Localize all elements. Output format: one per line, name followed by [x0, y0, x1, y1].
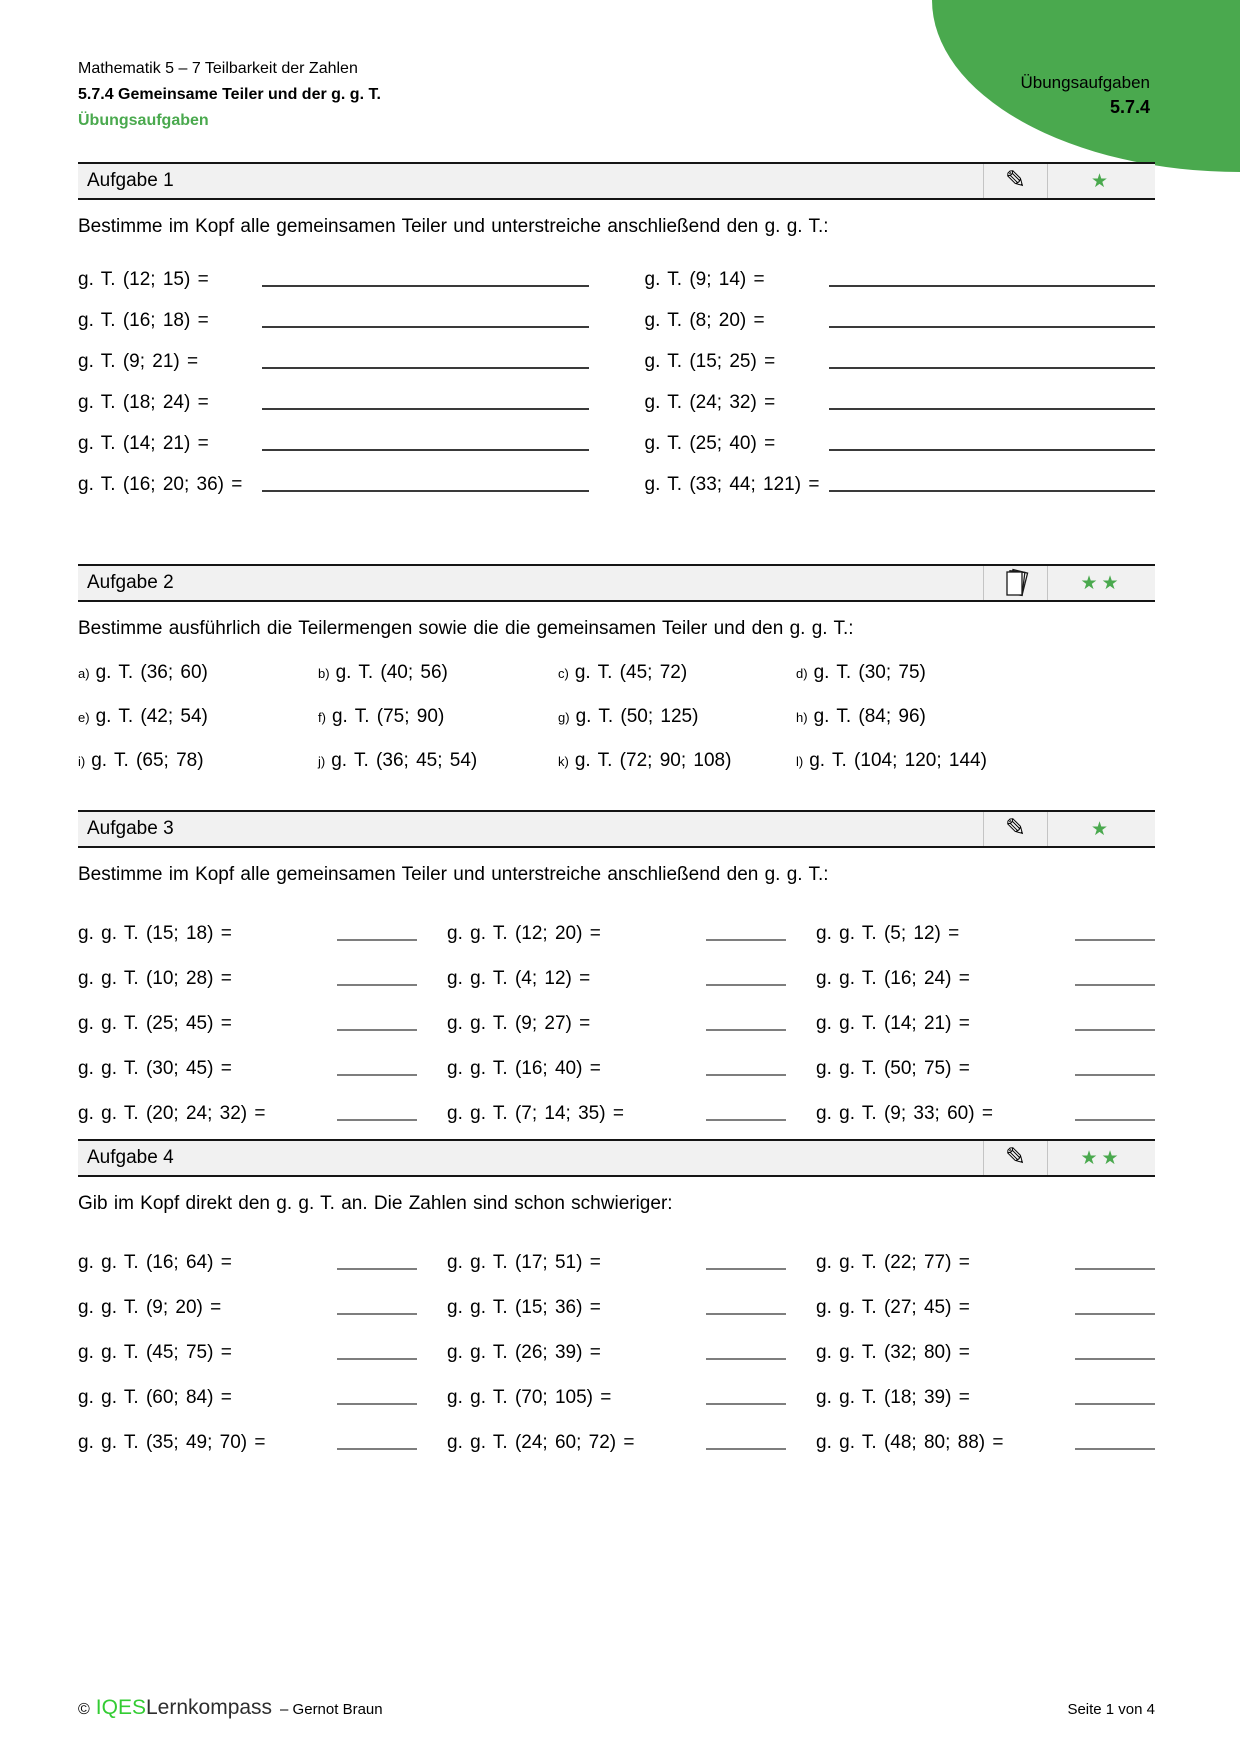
task-label: g. T. (8; 20) = [644, 310, 765, 331]
answer-blank [1075, 1119, 1155, 1121]
task-item [447, 900, 786, 945]
task-label: g. g. T. (12; 20) = [447, 923, 601, 944]
page-number: Seite 1 von 4 [1067, 1701, 1155, 1718]
answer-line [829, 367, 1156, 369]
item-letter: c) [558, 666, 569, 681]
task-item [796, 742, 1155, 786]
task-label: g. g. T. (4; 12) = [447, 968, 591, 989]
answer-line [262, 367, 589, 369]
task-label: g. T. (40; 56) [335, 662, 448, 683]
answer-blank [706, 1029, 786, 1031]
task-header-2 [78, 564, 1155, 602]
task-label: g. g. T. (60; 84) = [78, 1387, 232, 1408]
pencil-icon: ✎ [1005, 813, 1026, 842]
task-item [816, 1409, 1155, 1454]
task-item [645, 291, 1156, 332]
brand-iqes: IQES [95, 1696, 146, 1719]
copyright-icon: © [78, 1701, 90, 1718]
task-label: g. g. T. (7; 14; 35) = [447, 1103, 624, 1124]
answer-blank [706, 1074, 786, 1076]
answer-blank [337, 939, 417, 941]
task-item [318, 654, 558, 698]
answer-blank [1075, 1358, 1155, 1360]
task-title: Aufgabe 3 [87, 818, 174, 839]
task-label: g. T. (50; 125) [575, 706, 699, 727]
difficulty-stars: ★ [1047, 164, 1155, 198]
task-header-3 [78, 810, 1155, 848]
task-item [645, 414, 1156, 455]
task-item [78, 1035, 417, 1080]
task-label: g. T. (9; 21) = [78, 351, 199, 372]
answer-blank [706, 1403, 786, 1405]
task-icon-cell [983, 566, 1047, 600]
pencil-icon: ✎ [1005, 165, 1026, 194]
task-item [78, 654, 318, 698]
task-icon-cell [983, 1141, 1047, 1175]
task-item [78, 332, 589, 373]
task-label: g. g. T. (48; 80; 88) = [816, 1432, 1004, 1453]
task-label: g. T. (36; 45; 54) [331, 750, 478, 771]
task-title: Aufgabe 4 [87, 1147, 174, 1168]
task-label: g. T. (24; 32) = [644, 392, 776, 413]
task-item [796, 654, 1155, 698]
task-label: g. T. (65; 78) [91, 750, 204, 771]
task-label: g. g. T. (70; 105) = [447, 1387, 612, 1408]
task-item [78, 1229, 417, 1274]
answer-blank [1075, 1448, 1155, 1450]
task-item [816, 1035, 1155, 1080]
item-letter: l) [796, 754, 804, 769]
chapter-title: 5.7.4 Gemeinsame Teiler und der g. g. T. [78, 86, 381, 103]
answer-blank [337, 1074, 417, 1076]
task-label: g. g. T. (18; 39) = [816, 1387, 970, 1408]
task-label: g. g. T. (27; 45) = [816, 1297, 970, 1318]
item-letter: f) [318, 710, 326, 725]
answer-line [262, 490, 589, 492]
task-header-1 [78, 162, 1155, 200]
task-item [78, 945, 417, 990]
answer-blank [1075, 1403, 1155, 1405]
page-subtitle: Übungsaufgaben [78, 112, 209, 129]
answer-blank [706, 1313, 786, 1315]
footer-brand [78, 1696, 383, 1720]
task-instruction: Gib im Kopf direkt den g. g. T. an. Die Zahlen sind schon schwieriger: [78, 1193, 673, 1214]
task-item [558, 742, 796, 786]
answer-line [262, 449, 589, 451]
task-item [78, 698, 318, 742]
difficulty-stars: ★ [1047, 812, 1155, 846]
answer-line [262, 285, 589, 287]
task-item [78, 1274, 417, 1319]
task-item [318, 698, 558, 742]
task-item [816, 945, 1155, 990]
task-icon-cell [983, 812, 1047, 846]
answer-blank [337, 1403, 417, 1405]
task-label: g. g. T. (10; 28) = [78, 968, 232, 989]
task-item [816, 1274, 1155, 1319]
task-label: g. g. T. (9; 20) = [78, 1297, 222, 1318]
booklet-icon [1001, 567, 1031, 599]
task-item [78, 900, 417, 945]
task-label: g. g. T. (17; 51) = [447, 1252, 601, 1273]
answer-blank [706, 939, 786, 941]
task-item [816, 900, 1155, 945]
task-label: g. T. (14; 21) = [78, 433, 209, 454]
brand-lernkompass: Lernkompass [145, 1696, 273, 1719]
task-4-items [78, 1229, 1155, 1454]
answer-blank [706, 984, 786, 986]
answer-blank [337, 1119, 417, 1121]
task-item [78, 414, 589, 455]
task-label: g. T. (9; 14) = [644, 269, 765, 290]
corner-chapter-number: 5.7.4 [1109, 97, 1150, 117]
task-label: g. T. (75; 90) [331, 706, 445, 727]
item-letter: b) [318, 666, 330, 681]
task-2-items [78, 654, 1155, 786]
answer-blank [1075, 1313, 1155, 1315]
task-label: g. g. T. (26; 39) = [447, 1342, 601, 1363]
item-letter: d) [796, 666, 808, 681]
answer-blank [1075, 1268, 1155, 1270]
task-label: g. T. (104; 120; 144) [809, 750, 987, 771]
task-item [447, 1364, 786, 1409]
task-label: g. g. T. (45; 75) = [78, 1342, 232, 1363]
task-label: g. g. T. (9; 33; 60) = [816, 1103, 993, 1124]
item-letter: i) [78, 754, 86, 769]
task-label: g. g. T. (25; 45) = [78, 1013, 232, 1034]
task-item [78, 250, 589, 291]
answer-blank [1075, 1074, 1155, 1076]
task-item [447, 1229, 786, 1274]
answer-blank [337, 1313, 417, 1315]
task-label: g. T. (30; 75) [813, 662, 926, 683]
pencil-icon: ✎ [1005, 1142, 1026, 1171]
item-letter: k) [558, 754, 569, 769]
answer-line [829, 408, 1156, 410]
task-item [78, 990, 417, 1035]
task-item [318, 742, 558, 786]
document-header [78, 0, 1155, 134]
answer-blank [337, 1448, 417, 1450]
task-label: g. g. T. (9; 27) = [447, 1013, 591, 1034]
task-item [645, 373, 1156, 414]
task-item [78, 455, 589, 496]
task-item [78, 1319, 417, 1364]
answer-blank [706, 1358, 786, 1360]
task-item [447, 1274, 786, 1319]
answer-line [829, 326, 1156, 328]
task-item [558, 654, 796, 698]
answer-blank [1075, 984, 1155, 986]
answer-blank [337, 1268, 417, 1270]
task-item [78, 373, 589, 414]
task-label: g. g. T. (24; 60; 72) = [447, 1432, 635, 1453]
answer-line [829, 449, 1156, 451]
task-item [447, 1035, 786, 1080]
task-item [447, 1409, 786, 1454]
task-item [816, 1364, 1155, 1409]
task-item [447, 990, 786, 1035]
task-instruction: Bestimme im Kopf alle gemeinsamen Teiler und unterstreiche anschließend den g. g. T.: [78, 216, 829, 237]
answer-blank [337, 1358, 417, 1360]
task-item [447, 1080, 786, 1125]
task-item [645, 332, 1156, 373]
task-item [645, 455, 1156, 496]
answer-line [262, 326, 589, 328]
answer-line [829, 285, 1156, 287]
answer-line [829, 490, 1156, 492]
task-label: g. g. T. (35; 49; 70) = [78, 1432, 266, 1453]
task-label: g. T. (72; 90; 108) [574, 750, 732, 771]
task-item [816, 1319, 1155, 1364]
task-item [558, 698, 796, 742]
item-letter: g) [558, 710, 570, 725]
task-item [447, 1319, 786, 1364]
task-item [796, 698, 1155, 742]
answer-blank [337, 984, 417, 986]
task-label: g. g. T. (20; 24; 32) = [78, 1103, 266, 1124]
task-label: g. T. (16; 18) = [78, 310, 209, 331]
task-label: g. T. (45; 72) [574, 662, 688, 683]
answer-blank [706, 1119, 786, 1121]
task-label: g. g. T. (16; 64) = [78, 1252, 232, 1273]
task-label: g. g. T. (16; 24) = [816, 968, 970, 989]
task-label: g. T. (36; 60) [95, 662, 208, 683]
item-letter: j) [318, 754, 326, 769]
task-item [78, 1364, 417, 1409]
item-letter: a) [78, 666, 90, 681]
page-content [78, 0, 1155, 1454]
answer-line [262, 408, 589, 410]
difficulty-stars: ★★ [1047, 1141, 1155, 1175]
course-title: Mathematik 5 – 7 Teilbarkeit der Zahlen [78, 60, 358, 77]
answer-blank [1075, 939, 1155, 941]
task-label: g. T. (15; 25) = [644, 351, 776, 372]
answer-blank [337, 1029, 417, 1031]
task-label: g. g. T. (14; 21) = [816, 1013, 970, 1034]
task-label: g. g. T. (50; 75) = [816, 1058, 970, 1079]
task-instruction: Bestimme im Kopf alle gemeinsamen Teiler und unterstreiche anschließend den g. g. T.: [78, 864, 829, 885]
answer-blank [706, 1268, 786, 1270]
task-label: g. g. T. (15; 18) = [78, 923, 232, 944]
task-label: g. T. (16; 20; 36) = [78, 474, 243, 495]
difficulty-stars: ★★ [1047, 566, 1155, 600]
task-instruction: Bestimme ausführlich die Teilermengen sowie die die gemeinsamen Teiler und den g. g. T.: [78, 618, 854, 639]
task-item [816, 1080, 1155, 1125]
task-title: Aufgabe 2 [87, 572, 174, 593]
task-icon-cell [983, 164, 1047, 198]
task-label: g. T. (25; 40) = [644, 433, 776, 454]
task-label: g. g. T. (5; 12) = [816, 923, 960, 944]
task-title: Aufgabe 1 [87, 170, 174, 191]
task-label: g. g. T. (22; 77) = [816, 1252, 970, 1273]
task-1-items [78, 250, 1155, 496]
task-item [645, 250, 1156, 291]
task-item [816, 1229, 1155, 1274]
task-item [78, 1409, 417, 1454]
task-3-items [78, 900, 1155, 1125]
answer-blank [1075, 1029, 1155, 1031]
item-letter: e) [78, 710, 90, 725]
task-item [447, 945, 786, 990]
task-item [78, 742, 318, 786]
task-label: g. g. T. (32; 80) = [816, 1342, 970, 1363]
task-label: g. g. T. (16; 40) = [447, 1058, 601, 1079]
answer-blank [706, 1448, 786, 1450]
task-label: g. T. (18; 24) = [78, 392, 209, 413]
task-label: g. T. (84; 96) [813, 706, 926, 727]
task-label: g. T. (33; 44; 121) = [644, 474, 820, 495]
item-letter: h) [796, 710, 808, 725]
task-label: g. g. T. (30; 45) = [78, 1058, 232, 1079]
footer-author: – Gernot Braun [280, 1701, 383, 1718]
task-item [78, 291, 589, 332]
task-header-4 [78, 1139, 1155, 1177]
task-label: g. g. T. (15; 36) = [447, 1297, 601, 1318]
task-item [78, 1080, 417, 1125]
page-footer [78, 1696, 1155, 1720]
corner-label: Übungsaufgaben [1020, 73, 1150, 92]
task-item [816, 990, 1155, 1035]
task-label: g. T. (12; 15) = [78, 269, 209, 290]
task-label: g. T. (42; 54) [95, 706, 208, 727]
